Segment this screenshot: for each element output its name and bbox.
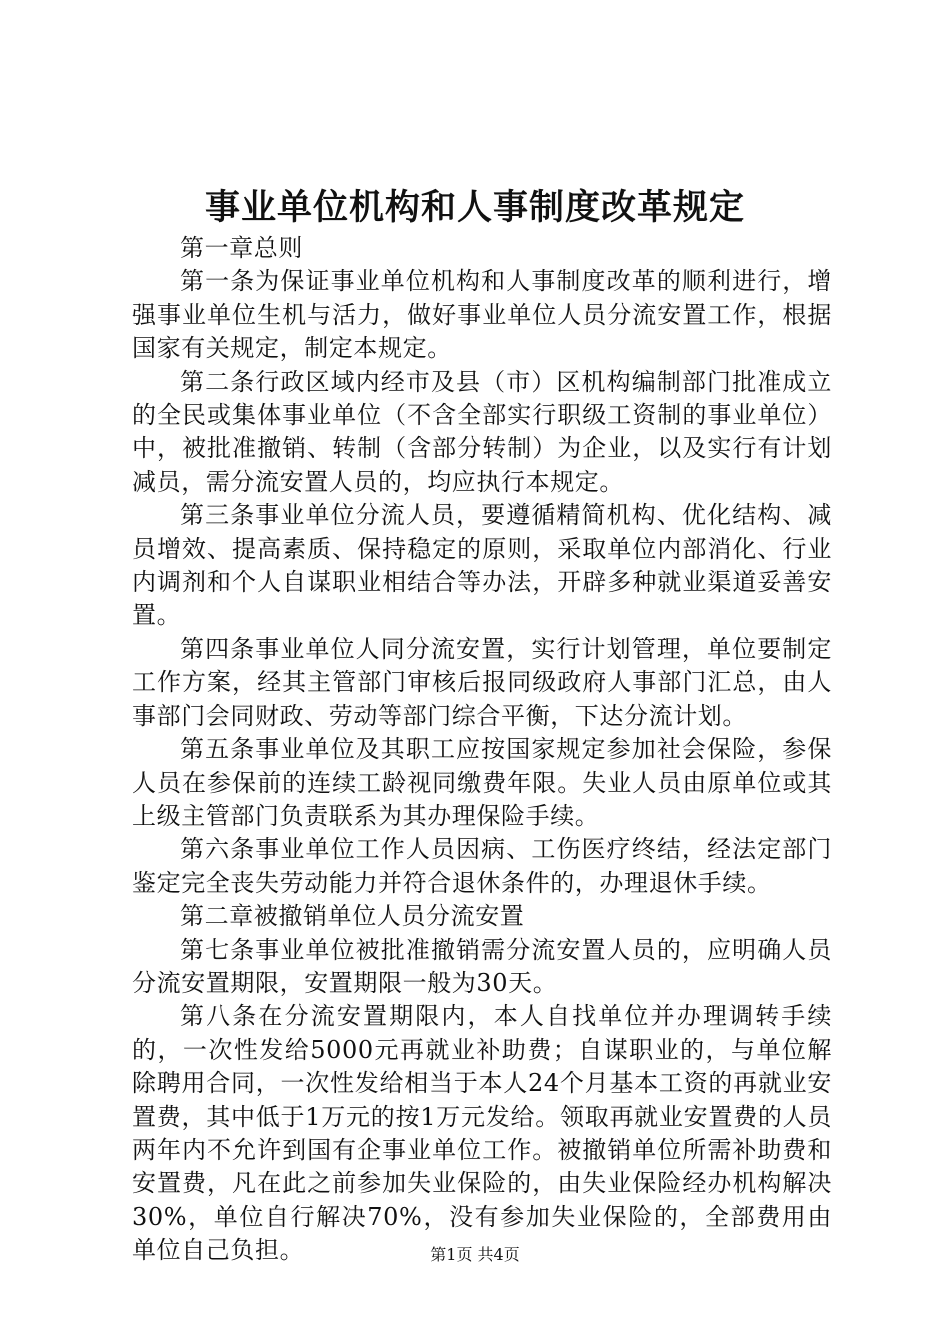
article-paragraph: 第五条事业单位及其职工应按国家规定参加社会保险，参保人员在参保前的连续工龄视同缴费年限。失业人员由原单位或其上级主管部门负责联系为其办理保险手续。	[132, 735, 832, 830]
page-footer: 第1页 共4页	[430, 1245, 520, 1264]
document-body	[132, 232, 832, 1268]
article-paragraph: 第三条事业单位分流人员，要遵循精简机构、优化结构、减员增效、提高素质、保持稳定的原则，采取单位内部消化、行业内调剂和个人自谋职业相结合等办法，开辟多种就业渠道妥善安置。	[132, 501, 832, 630]
chapter-heading: 第二章被撤销单位人员分流安置	[180, 902, 525, 931]
document-title: 事业单位机构和人事制度改革规定	[204, 187, 745, 228]
article-paragraph: 第六条事业单位工作人员因病、工伤医疗终结，经法定部门鉴定完全丧失劳动能力并符合退休条件的，办理退休手续。	[132, 835, 832, 897]
article-paragraph: 第一条为保证事业单位机构和人事制度改革的顺利进行，增强事业单位生机与活力，做好事业单位人员分流安置工作，根据国家有关规定，制定本规定。	[132, 267, 832, 363]
chapter-heading: 第一章总则	[180, 234, 303, 262]
article-paragraph: 第二条行政区域内经市及县（市）区机构编制部门批准成立的全民或集体事业单位（不含全部实行职级工资制的事业单位）中，被批准撤销、转制（含部分转制）为企业，以及实行有计划减员，需分流安置人员的，均应执行本规定。	[132, 367, 832, 496]
article-paragraph: 第七条事业单位被批准撤销需分流安置人员的，应明确人员分流安置期限，安置期限一般为30天。	[132, 935, 832, 997]
article-paragraph: 第四条事业单位人同分流安置，实行计划管理，单位要制定工作方案，经其主管部门审核后报同级政府人事部门汇总，由人事部门会同财政、劳动等部门综合平衡，下达分流计划。	[132, 634, 832, 730]
article-paragraph: 第八条在分流安置期限内，本人自找单位并办理调转手续的，一次性发给5000元再就业补助费；自谋职业的，与单位解除聘用合同，一次性发给相当于本人24个月基本工资的再就业安置费，其中低于1万元的按1万元发给。领取再就业安置费的人员两年内不允许到国有企事业单位工作。被撤销单位所需补助费和安置费，凡在此之前参加失业保险的，由失业保险经办机构解决30%，单位自行解决70%，没有参加失业保险的，全部费用由单位自己负担。	[132, 1002, 832, 1265]
